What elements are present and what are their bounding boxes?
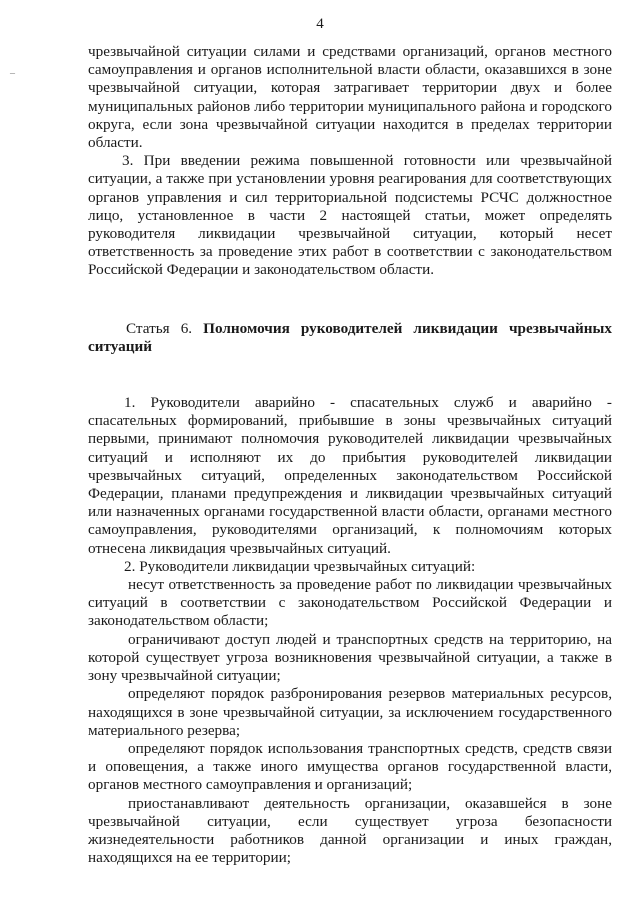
list-item-reserves: определяют порядок разбронирования резервов материальных ресурсов, находящихся в зоне чрезвычайной ситуации, за исключением государственного материального резерва; — [88, 685, 612, 739]
article-heading — [88, 320, 612, 356]
list-item-suspend: приостанавливают деятельность организации, оказавшейся в зоне чрезвычайной ситуации, если существует угроза безопасности жизнедеятельности работников данной организации и иных граждан, находящихся на ее территории; — [88, 794, 612, 867]
paragraph-point-1: 1. Руководители аварийно - спасательных служб и аварийно - спасательных формирований, прибывшие в зоны чрезвычайных ситуаций первыми, принимают полномочия руководителей ликвидации чрезвычайных ситуаций и исполняют их до прибытия руководителей ликвидации чрезвычайных ситуаций, определенных законодательством Российской Федерации, планами предупреждения и ликвидации чрезвычайных ситуаций или назначенных органами государственной власти области, органами местного самоуправления, руководителями организаций, к полномочиям которых отнесена ликвидация чрезвычайных ситуаций. — [88, 394, 612, 557]
article-number: Статья 6. — [126, 319, 193, 337]
paragraph-point-2: 2. Руководители ликвидации чрезвычайных ситуаций: — [124, 557, 476, 575]
article-title: Полномочия руководителей ликвидации чрезвычайных ситуаций — [88, 319, 613, 355]
paragraph-continued: чрезвычайной ситуации силами и средствами организаций, органов местного самоуправления и органов исполнительной власти области, оказавшихся в зоне чрезвычайной ситуации, которая затрагивает территории двух и более муниципальных районов либо территории муниципального района и городского округа, если зона чрезвычайной ситуации находится в пределах территории области. — [88, 43, 612, 152]
list-item-responsibility: несут ответственность за проведение работ по ликвидации чрезвычайных ситуаций в соответствии с законодательством Российской Федерации и законодательством области; — [88, 576, 612, 630]
page-number: 4 — [316, 16, 324, 32]
list-item-transport: определяют порядок использования транспортных средств, средств связи и оповещения, а также иного имущества органов государственной власти, органов местного самоуправления и организаций; — [88, 739, 612, 794]
margin-mark: – — [10, 68, 15, 79]
paragraph-point-3: 3. При введении режима повышенной готовности или чрезвычайной ситуации, а также при установлении уровня реагирования для соответствующих органов управления и сил территориальной подсистемы РСЧС должностное лицо, установленное в части 2 настоящей статьи, может определять руководителя ликвидации чрезвычайной ситуации, который несет ответственность за проведение этих работ в соответствии с законодательством Российской Федерации и законодательством области. — [88, 152, 612, 279]
list-item-restrict-access: ограничивают доступ людей и транспортных средств на территорию, на которой существует угроза возникновения чрезвычайной ситуации, а также в зону чрезвычайной ситуации; — [88, 630, 612, 685]
